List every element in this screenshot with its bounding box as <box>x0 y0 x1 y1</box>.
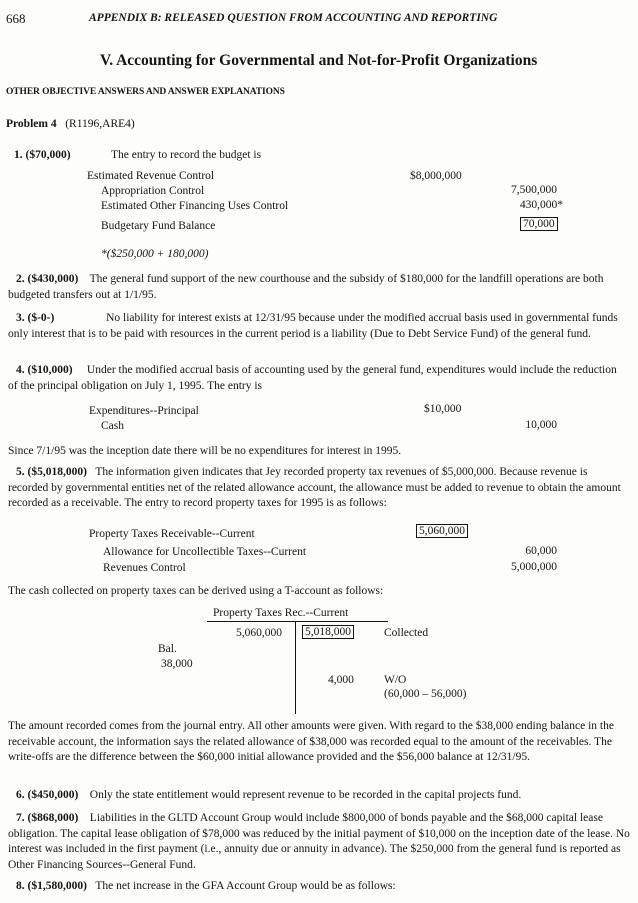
answer-1-value: ($70,000) <box>25 149 71 161</box>
t-account-balance-value: 38,000 <box>161 658 193 670</box>
problem-heading <box>6 118 135 130</box>
boxed-answer-value: 5,018,000 <box>302 625 354 639</box>
footnote: *($250,000 + 180,000) <box>101 248 209 260</box>
t-account-credit-value: 4,000 <box>328 674 354 686</box>
answer-7-paragraph <box>8 811 630 873</box>
answer-6-text: Only the state entitlement would represent revenue to be recorded in the capital projects fund. <box>89 789 522 801</box>
journal-entry-account: Estimated Revenue Control <box>87 170 215 182</box>
answer-4-paragraph <box>8 363 628 394</box>
answer-2-text: The general fund support of the new courthouse and the subsidy of $180,000 for the landfill operations are both budgeted transfers out at 1/1/95. <box>8 273 604 301</box>
answer-3-text: No liability for interest exists at 12/31/95 because under the modified accrual basis used in governmental funds only interest that is to be paid with resources in the current period is a liability (Due to Debt Service Fund) of the general fund. <box>8 312 618 340</box>
t-account-credit-label: W/O <box>384 674 407 686</box>
answer-3-number: 3. <box>16 312 25 324</box>
boxed-answer-value: 70,000 <box>520 217 558 231</box>
answer-1-heading <box>14 149 71 161</box>
answer-1-text: The entry to record the budget is <box>111 149 262 161</box>
journal-entry-debit: $8,000,000 <box>410 170 462 182</box>
journal-entry-debit: $10,000 <box>424 403 462 415</box>
answer-5-number: 5. <box>16 466 25 478</box>
answer-4-value: ($10,000) <box>27 364 73 376</box>
journal-entry-account: Estimated Other Financing Uses Control <box>101 200 289 212</box>
answer-4-followup: Since 7/1/95 was the inception date there will be no expenditures for interest in 1995. <box>8 445 402 457</box>
answer-5-followup: The amount recorded comes from the journal entry. All other amounts were given. With regard to the $38,000 ending balance in the receivable account, the information says the related allowance of $38,000 was recorded equal to the amount of the receivables. The write-offs are the difference between the $60,000 initial allowance provided and the $56,000 balance at 12/31/95. <box>8 720 614 764</box>
running-title: APPENDIX B: RELEASED QUESTION FROM ACCOUNTING AND REPORTING <box>89 12 498 24</box>
t-account-balance-label: Bal. <box>158 643 177 655</box>
problem-reference: (R1196,ARE4) <box>65 118 135 130</box>
chapter-title: V. Accounting for Governmental and Not-for-Profit Organizations <box>100 52 538 69</box>
t-account-horizontal-rule <box>207 621 388 622</box>
answer-4-number: 4. <box>16 364 25 376</box>
answer-7-number: 7. <box>16 812 25 824</box>
t-account-vertical-rule <box>295 621 296 714</box>
answer-3-paragraph <box>8 311 626 342</box>
journal-entry-credit: 60,000 <box>525 545 557 557</box>
problem-label: Problem 4 <box>6 118 57 130</box>
journal-entry-account: Expenditures--Principal <box>89 405 199 417</box>
journal-entry-credit: 10,000 <box>525 419 557 431</box>
answer-8-text: The net increase in the GFA Account Group would be as follows: <box>95 880 396 892</box>
answer-2-paragraph <box>8 272 626 303</box>
t-account-debit-value: 5,060,000 <box>236 627 282 639</box>
journal-entry-credit: 7,500,000 <box>511 184 557 196</box>
answer-7-value: ($868,000) <box>27 812 79 824</box>
journal-entry-account: Cash <box>101 420 124 432</box>
t-account-intro: The cash collected on property taxes can be derived using a T-account as follows: <box>8 585 384 597</box>
answer-8-number: 8. <box>16 880 25 892</box>
section-heading: OTHER OBJECTIVE ANSWERS AND ANSWER EXPLANATIONS <box>6 87 285 97</box>
answer-1-number: 1. <box>14 149 23 161</box>
answer-6-value: ($450,000) <box>27 789 79 801</box>
t-account-credit-label: Collected <box>384 627 429 639</box>
journal-entry-credit: 5,000,000 <box>511 561 557 573</box>
answer-4-text: Under the modified accrual basis of accounting used by the general fund, expenditures would include the reduction of the principal obligation on July 1, 1995. The entry is <box>8 364 617 392</box>
page-number: 668 <box>6 11 26 26</box>
answer-6-paragraph <box>16 789 521 801</box>
journal-entry-account: Property Taxes Receivable--Current <box>89 528 255 540</box>
journal-entry-account: Allowance for Uncollectible Taxes--Current <box>103 546 307 558</box>
answer-5-text: The information given indicates that Jey recorded property tax revenues of $5,000,000. Because revenue is recorded by governmental entities net of the related allowance account, the allowance must be added to revenue to obtain the amount recorded as a receivable. The entry to record property taxes for 1995 is as follows: <box>8 466 621 510</box>
answer-5-value: ($5,018,000) <box>27 466 87 478</box>
answer-3-value: ($-0-) <box>27 312 55 324</box>
answer-7-text: Liabilities in the GLTD Account Group would include $800,000 of bonds payable and the $68,000 capital lease obligation. The capital lease obligation of $78,000 was reduced by the initial payment of $10,000 on the inception date of the lease. No interest was included in the first payment (i.e., annuity due or annuity in advance). The $250,000 from the general fund is reported as Other Financing Sources--General Fund. <box>8 812 630 871</box>
answer-2-number: 2. <box>16 273 25 285</box>
t-account-credit-note: (60,000 – 56,000) <box>384 688 467 700</box>
journal-entry-credit: 430,000* <box>519 199 563 211</box>
answer-8-paragraph <box>16 880 396 892</box>
boxed-answer-value: 5,060,000 <box>416 524 468 538</box>
answer-2-value: ($430,000) <box>27 273 79 285</box>
answer-8-value: ($1,580,000) <box>27 880 87 892</box>
answer-6-number: 6. <box>16 789 25 801</box>
journal-entry-account: Budgetary Fund Balance <box>101 220 216 232</box>
t-account-title: Property Taxes Rec.--Current <box>213 607 349 619</box>
journal-entry-account: Revenues Control <box>103 562 186 574</box>
journal-entry-account: Appropriation Control <box>101 185 205 197</box>
answer-5-paragraph <box>8 465 628 512</box>
